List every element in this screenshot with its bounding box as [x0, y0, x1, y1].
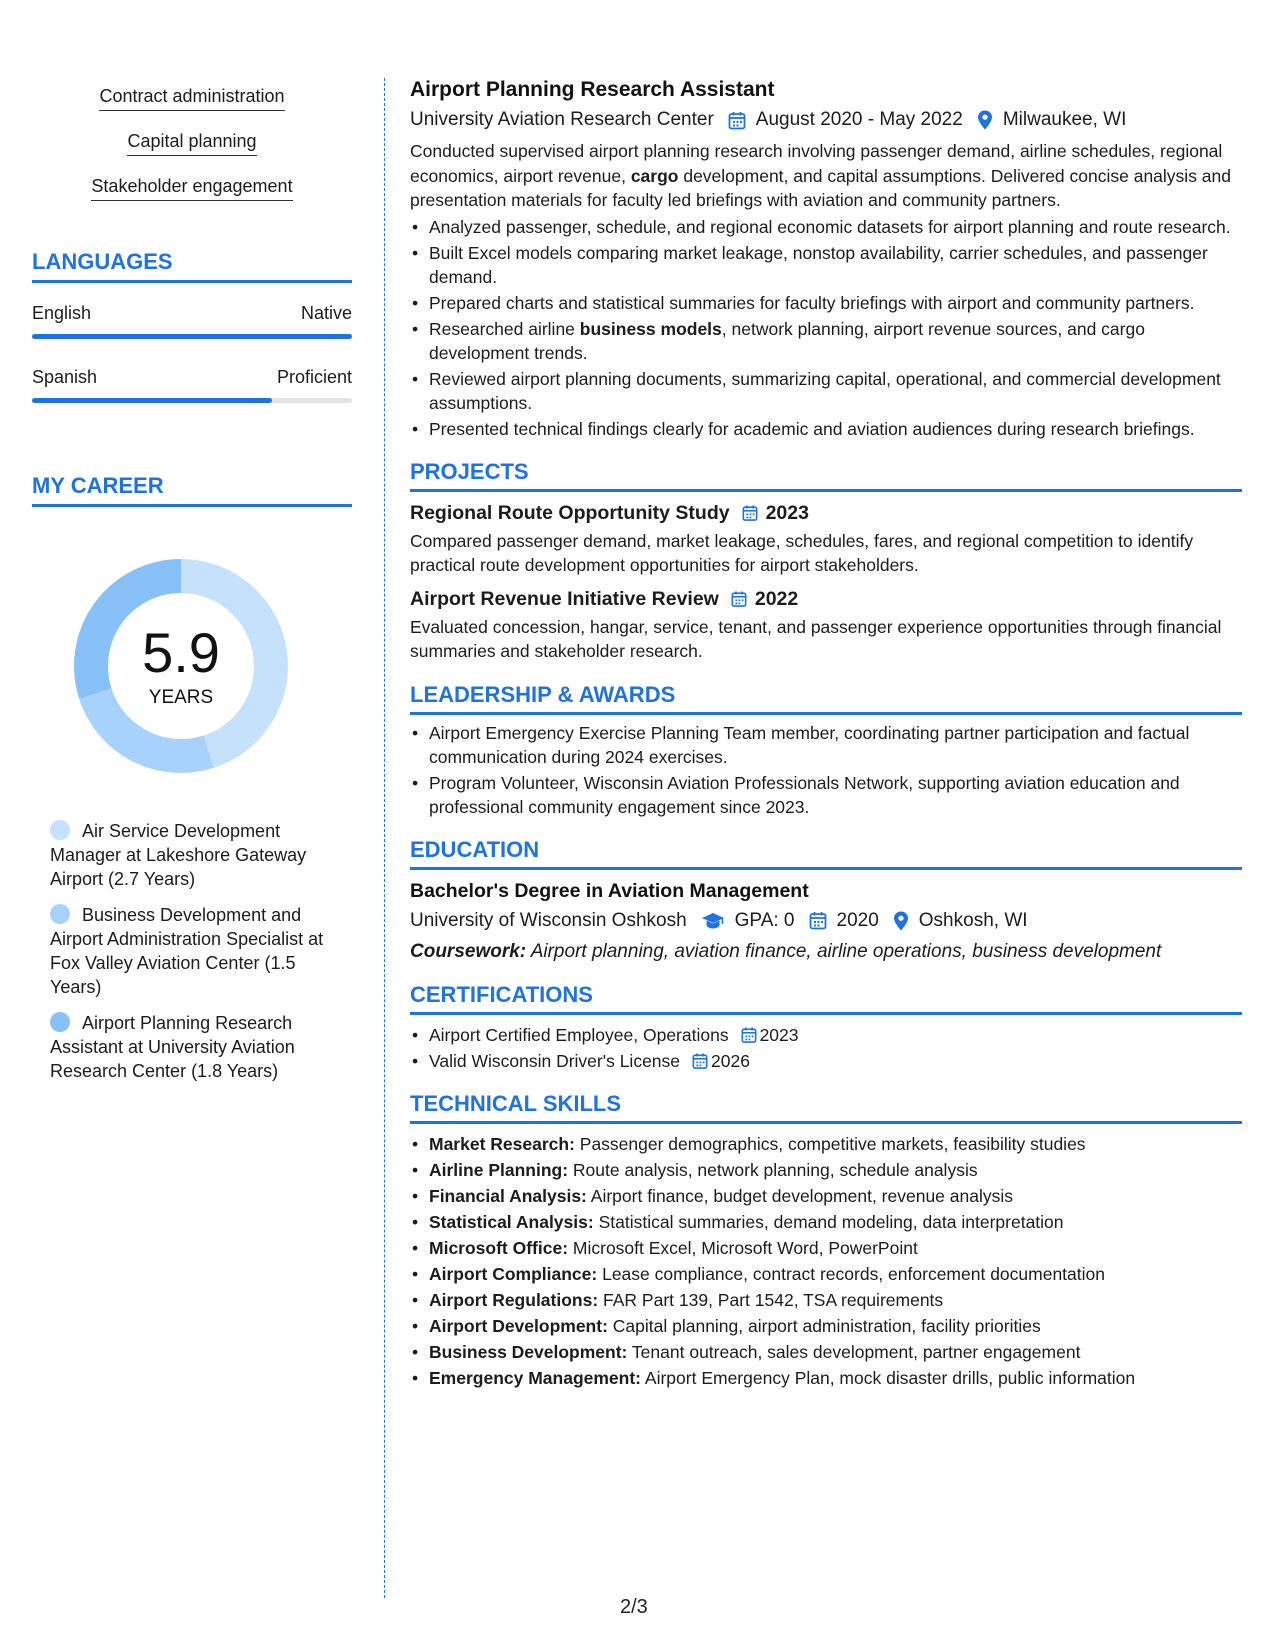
- technical-skill-text: Tenant outreach, sales development, partner engagement: [627, 1342, 1081, 1362]
- language-bar: [32, 334, 352, 339]
- career-total-years: 5.9: [142, 621, 220, 684]
- education-meta: [410, 910, 1242, 932]
- career-legend-text: Air Service Development Manager at Lakeshore Gateway Airport (2.7 Years): [50, 821, 307, 889]
- job-title: Airport Planning Research Assistant: [410, 78, 775, 101]
- language-item: [32, 303, 352, 339]
- career-legend-item: [50, 1011, 340, 1083]
- project-title: Airport Revenue Initiative Review: [410, 587, 719, 610]
- calendar-icon: [742, 504, 758, 522]
- technical-skill-text: Capital planning, airport administration, facility priorities: [607, 1316, 1041, 1336]
- technical-skill-item: [410, 1288, 1242, 1312]
- sidebar-skills: [32, 86, 352, 221]
- leadership-heading: LEADERSHIP & AWARDS: [410, 682, 1242, 715]
- project-year: 2022: [754, 587, 799, 610]
- certification-name: • Airport Certified Employee, Operations: [429, 1025, 729, 1045]
- page-number: 2/3: [620, 1596, 648, 1618]
- technical-skill-text: Microsoft Excel, Microsoft Word, PowerPoint: [568, 1238, 918, 1258]
- calendar-icon: [741, 1026, 757, 1044]
- language-name: English: [32, 303, 92, 323]
- technical-skill-label: Business Development:: [429, 1342, 628, 1362]
- job-bullets: [410, 215, 1242, 441]
- language-bar-fill: [32, 334, 352, 339]
- school-location: Oshkosh, WI: [918, 909, 1028, 931]
- language-level: Proficient: [276, 367, 352, 387]
- technical-skill-label: Statistical Analysis:: [429, 1212, 594, 1232]
- job-location: Milwaukee, WI: [1002, 109, 1127, 130]
- technical-skill-label: Airport Regulations:: [429, 1290, 599, 1310]
- career-donut-chart: [66, 551, 296, 781]
- job-summary-text: development, and capital assumptions. Delivered concise analysis and presentation materials for faculty led briefings with aviation and community partners.: [410, 165, 1232, 210]
- language-level: Native: [300, 303, 352, 323]
- project-title: Regional Route Opportunity Study: [410, 501, 730, 524]
- certification-year: 2023: [759, 1025, 799, 1045]
- experience-entry: [410, 78, 1242, 441]
- technical-skill-item: [410, 1262, 1242, 1286]
- technical-skill-label: Financial Analysis:: [429, 1186, 587, 1206]
- technical-skill-text: Airport finance, budget development, revenue analysis: [586, 1186, 1013, 1206]
- career-total-unit: YEARS: [148, 687, 214, 708]
- language-name: Spanish: [32, 367, 98, 387]
- school-name: University of Wisconsin Oshkosh: [410, 909, 687, 931]
- sidebar: [32, 86, 352, 1095]
- graduation-year: 2020: [836, 909, 879, 931]
- technical-skills-heading: TECHNICAL SKILLS: [410, 1091, 1242, 1124]
- gpa: GPA: 0: [734, 909, 795, 931]
- job-summary-text: Conducted supervised airport planning research involving passenger demand, airline schedules, regional economics, airport revenue,: [410, 141, 1223, 186]
- career-legend: [50, 819, 340, 1083]
- certification-item: [410, 1023, 1242, 1047]
- technical-skill-label: Market Research:: [429, 1134, 575, 1154]
- project-entry: [410, 588, 1242, 664]
- technical-skill-label: Emergency Management:: [429, 1368, 642, 1388]
- job-dates: August 2020 - May 2022: [755, 109, 963, 130]
- job-bullet: • Analyzed passenger, schedule, and regional economic datasets for airport planning and route research.: [410, 215, 1242, 239]
- leadership-item: • Airport Emergency Exercise Planning Team member, coordinating partner participation and factual communication during 2024 exercises.: [410, 721, 1242, 769]
- technical-skill-item: [410, 1340, 1242, 1364]
- languages-heading: LANGUAGES: [32, 249, 352, 283]
- project-description: Evaluated concession, hangar, service, tenant, and passenger experience opportunities through financial summaries and stakeholder research.: [410, 616, 1222, 661]
- calendar-icon: [731, 590, 747, 608]
- job-bullet-text: , network planning, airport revenue sources, and cargo development trends.: [429, 318, 1145, 363]
- job-bullet: [410, 317, 1242, 365]
- coursework-label: Coursework:: [410, 940, 527, 962]
- technical-skill-label: Airport Development:: [429, 1316, 608, 1336]
- legend-dot-icon: [50, 904, 70, 924]
- technical-skill-label: Airline Planning:: [429, 1160, 569, 1180]
- project-entry: [410, 502, 1242, 578]
- sidebar-skill: Contract administration: [99, 86, 284, 111]
- language-bar-fill: [32, 398, 272, 403]
- career-legend-text: Airport Planning Research Assistant at University Aviation Research Center (1.8 Years): [50, 1013, 295, 1081]
- career-legend-item: [50, 819, 340, 891]
- technical-skill-label: Airport Compliance:: [429, 1264, 598, 1284]
- language-bar: [32, 398, 352, 403]
- job-org: University Aviation Research Center: [410, 109, 714, 130]
- technical-skill-text: Airport Emergency Plan, mock disaster drills, public information: [641, 1368, 1136, 1388]
- technical-skill-item: [410, 1210, 1242, 1234]
- leadership-list: [410, 721, 1242, 819]
- graduation-cap-icon: [701, 912, 725, 930]
- technical-skill-item: [410, 1236, 1242, 1260]
- technical-skill-item: [410, 1314, 1242, 1338]
- project-year: 2023: [765, 501, 809, 524]
- projects-heading: PROJECTS: [410, 459, 1242, 492]
- job-bullet-text: Researched airline: [429, 318, 580, 339]
- technical-skill-item: [410, 1184, 1242, 1208]
- location-pin-icon: [893, 911, 909, 931]
- technical-skill-text: Route analysis, network planning, schedule analysis: [568, 1160, 978, 1180]
- technical-skill-label: Microsoft Office:: [429, 1238, 569, 1258]
- calendar-icon: [728, 111, 746, 130]
- certification-year: 2026: [711, 1051, 750, 1071]
- technical-skill-text: Lease compliance, contract records, enforcement documentation: [597, 1264, 1105, 1284]
- job-bullet-bold: business models: [579, 318, 722, 339]
- education-entry: [410, 880, 1242, 965]
- job-bullet: • Prepared charts and statistical summaries for faculty briefings with airport and community partners.: [410, 291, 1242, 315]
- career-legend-text: Business Development and Airport Administration Specialist at Fox Valley Aviation Center (1.5 Years): [50, 905, 324, 997]
- coursework: [410, 940, 1242, 965]
- technical-skill-text: FAR Part 139, Part 1542, TSA requirements: [598, 1290, 944, 1310]
- technical-skill-item: [410, 1366, 1242, 1390]
- certifications-list: [410, 1023, 1242, 1073]
- job-bullet: • Reviewed airport planning documents, summarizing capital, operational, and commercial development assumptions.: [410, 367, 1242, 415]
- certification-name: • Valid Wisconsin Driver's License: [429, 1051, 681, 1071]
- technical-skill-text: Statistical summaries, demand modeling, data interpretation: [593, 1212, 1064, 1232]
- leadership-item: • Program Volunteer, Wisconsin Aviation Professionals Network, supporting aviation education and professional community engagement since 2023.: [410, 771, 1242, 819]
- legend-dot-icon: [50, 1012, 70, 1032]
- technical-skill-item: [410, 1132, 1242, 1156]
- legend-dot-icon: [50, 820, 70, 840]
- education-heading: EDUCATION: [410, 837, 1242, 870]
- degree-title: Bachelor's Degree in Aviation Management: [410, 879, 809, 902]
- column-divider: [384, 78, 385, 1598]
- technical-skill-text: Passenger demographics, competitive markets, feasibility studies: [574, 1134, 1086, 1154]
- job-summary: [410, 139, 1242, 213]
- technical-skills-list: [410, 1132, 1242, 1390]
- main-column: [410, 78, 1242, 1392]
- sidebar-skill: Stakeholder engagement: [91, 176, 292, 201]
- career-legend-item: [50, 903, 340, 999]
- calendar-icon: [692, 1052, 708, 1070]
- job-meta: [410, 109, 1242, 131]
- location-pin-icon: [977, 110, 993, 130]
- sidebar-skill: Capital planning: [127, 131, 256, 156]
- job-summary-bold: cargo: [630, 165, 679, 186]
- coursework-text: Airport planning, aviation finance, airline operations, business development: [526, 940, 1162, 962]
- certifications-heading: CERTIFICATIONS: [410, 982, 1242, 1015]
- language-item: [32, 367, 352, 403]
- calendar-icon: [809, 911, 827, 930]
- project-description: Compared passenger demand, market leakage, schedules, fares, and regional competition to identify practical route development opportunities for airport stakeholders.: [410, 530, 1194, 575]
- job-bullet: • Built Excel models comparing market leakage, nonstop availability, carrier schedules, and passenger demand.: [410, 241, 1242, 289]
- certification-item: [410, 1049, 1242, 1073]
- career-heading: MY CAREER: [32, 473, 352, 507]
- job-bullet: • Presented technical findings clearly for academic and aviation audiences during research briefings.: [410, 417, 1242, 441]
- technical-skill-item: [410, 1158, 1242, 1182]
